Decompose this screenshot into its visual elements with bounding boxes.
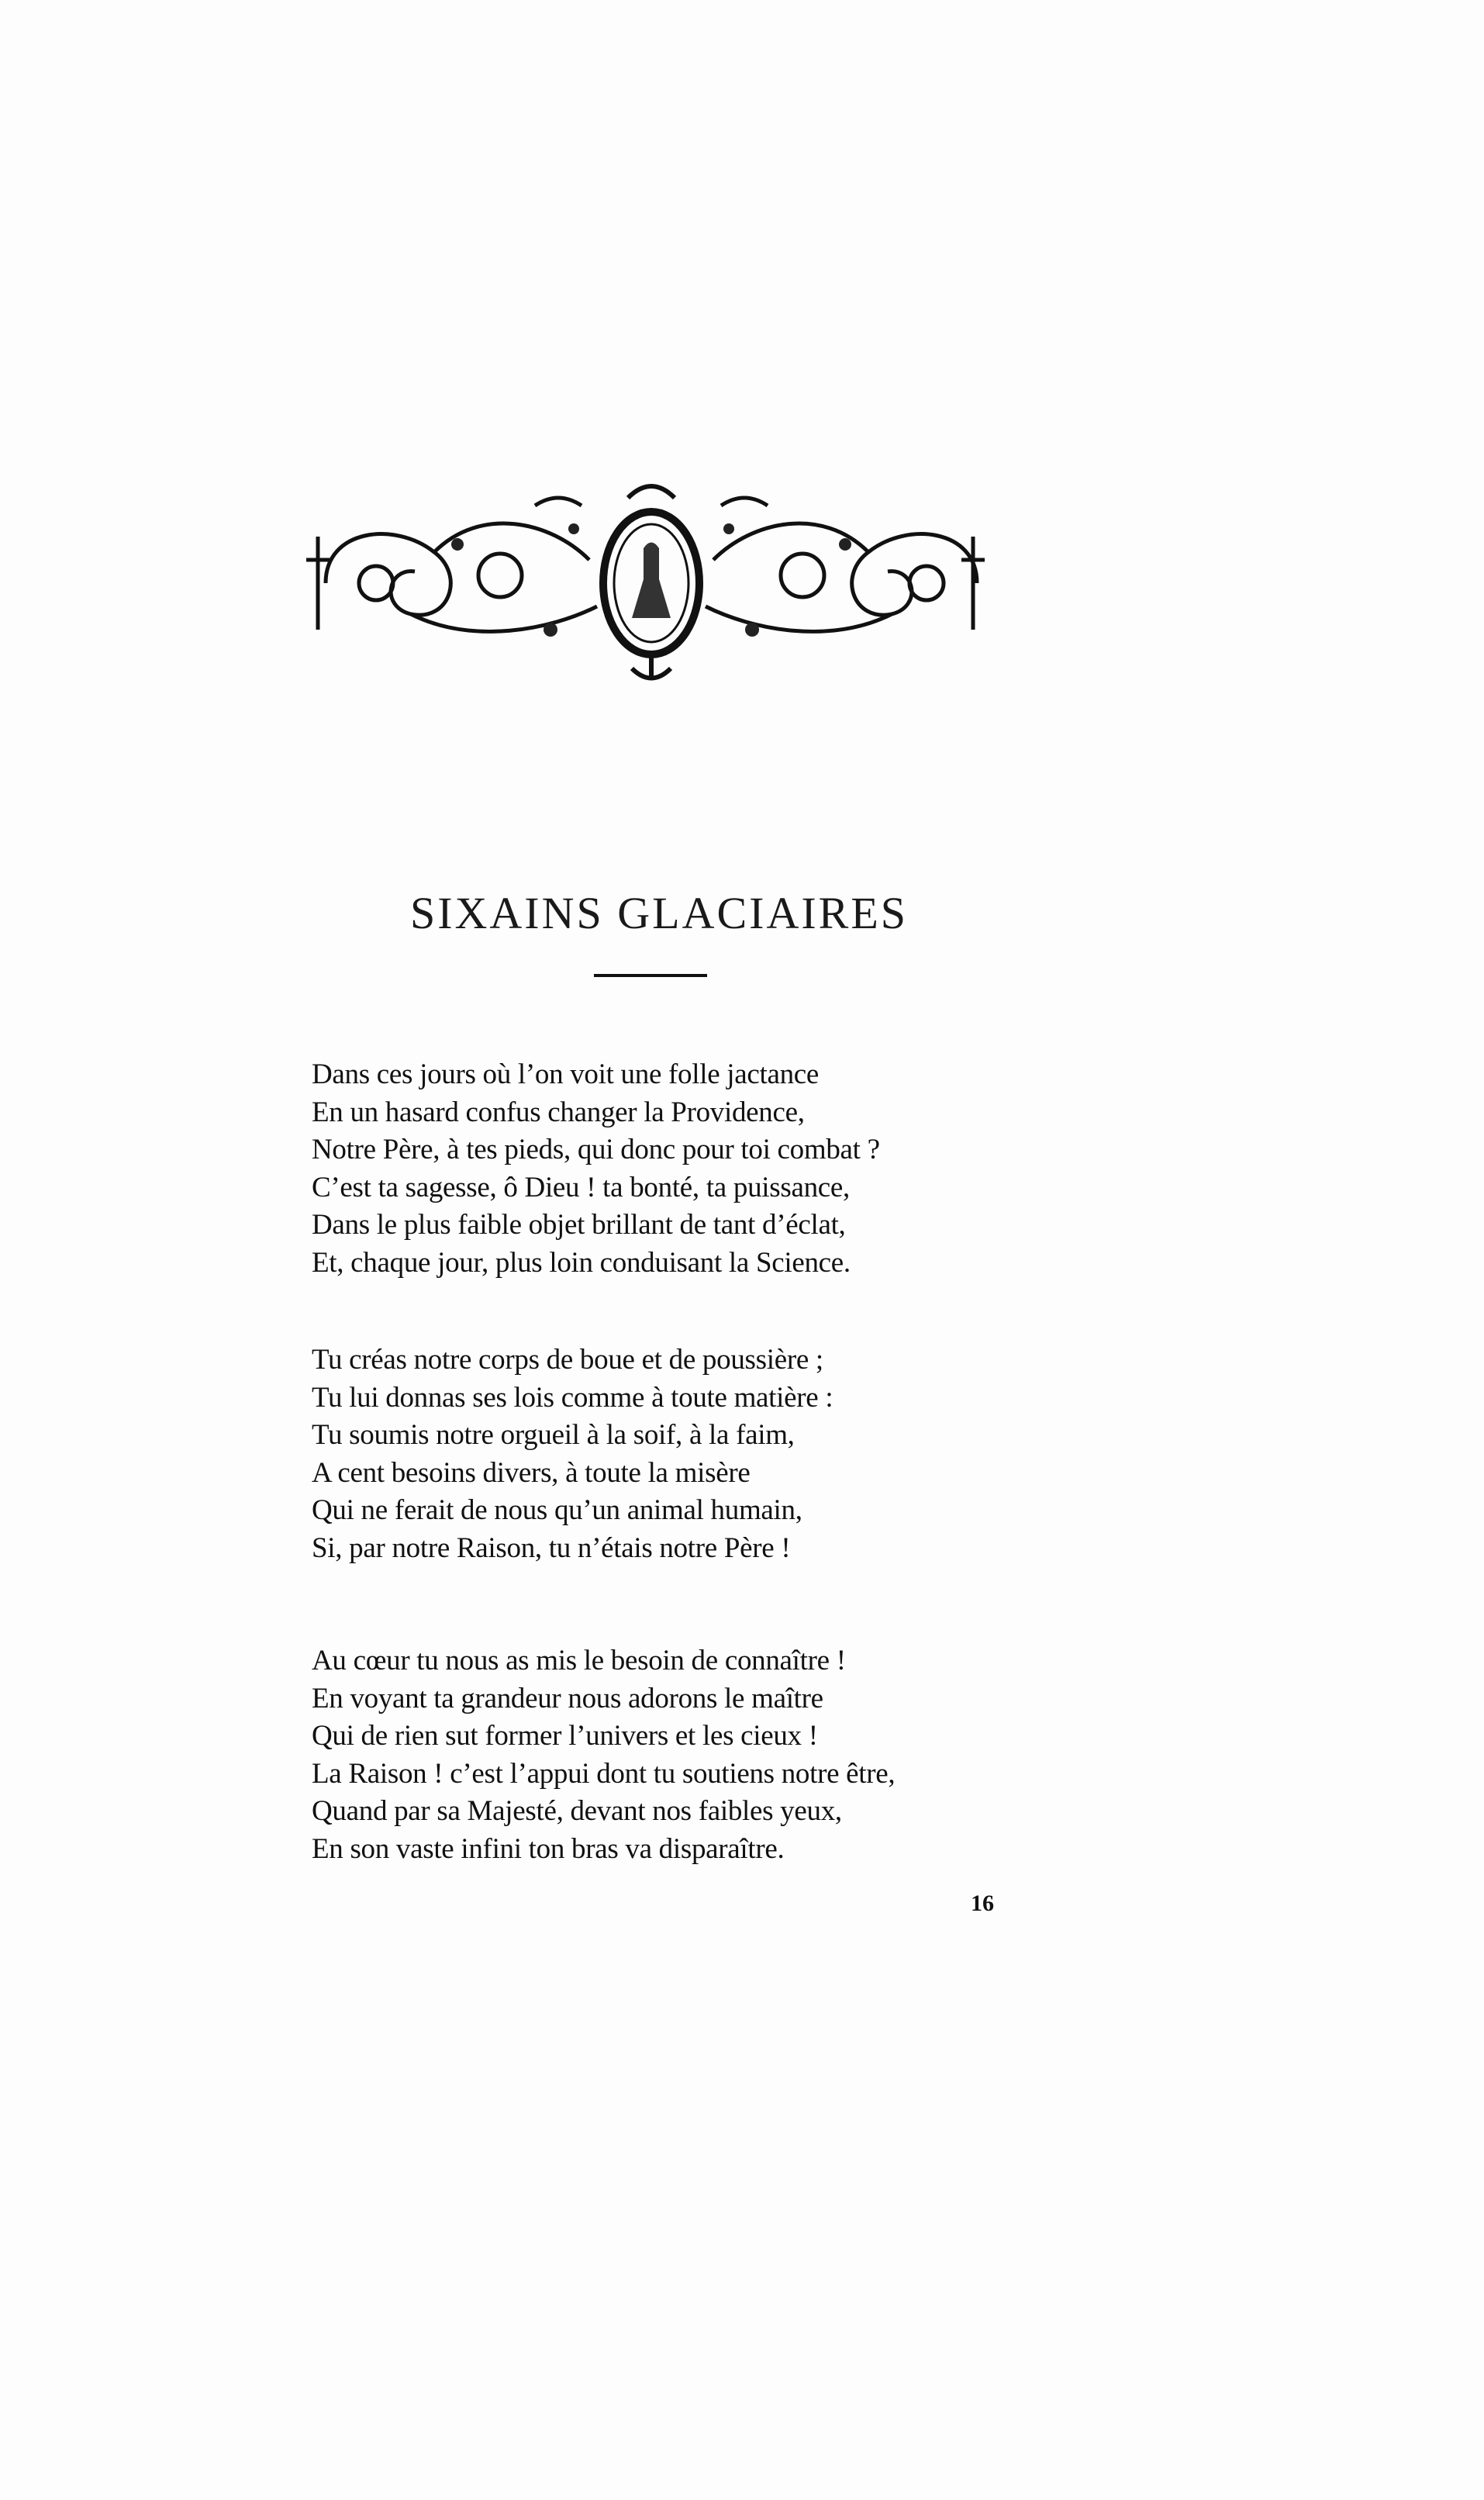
title-divider bbox=[594, 974, 707, 977]
verse-line: En son vaste infini ton bras va disparaître. bbox=[312, 1832, 785, 1865]
verse-line: Si, par notre Raison, tu n’étais notre Père ! bbox=[312, 1531, 791, 1564]
verse-line: Quand par sa Majesté, devant nos faibles yeux, bbox=[312, 1795, 842, 1827]
poem-title: SIXAINS GLACIAIRES bbox=[409, 887, 909, 938]
verse-line: Tu soumis notre orgueil à la soif, à la faim, bbox=[312, 1419, 795, 1451]
verse-line: Tu lui donnas ses lois comme à toute matière : bbox=[312, 1381, 833, 1414]
verse-line: C’est ta sagesse, ô Dieu ! ta bonté, ta puissance, bbox=[312, 1171, 850, 1203]
verse-line: Au cœur tu nous as mis le besoin de connaître ! bbox=[312, 1645, 846, 1676]
verse-line: A cent besoins divers, à toute la misère bbox=[312, 1456, 751, 1489]
verse-line: Qui de rien sut former l’univers et les cieux ! bbox=[312, 1720, 818, 1752]
verse-line: Dans ces jours où l’on voit une folle jactance bbox=[312, 1058, 820, 1090]
stanza-1 bbox=[312, 1056, 880, 1282]
verse-line: Notre Père, à tes pieds, qui donc pour toi combat ? bbox=[312, 1134, 880, 1165]
verse-line: En voyant ta grandeur nous adorons le maître bbox=[312, 1682, 823, 1714]
stanza-3 bbox=[312, 1642, 895, 1868]
stanza-2 bbox=[312, 1342, 833, 1567]
verse-line: Et, chaque jour, plus loin conduisant la Science. bbox=[312, 1246, 851, 1279]
verse-line: La Raison ! c’est l’appui dont tu soutiens notre être, bbox=[312, 1757, 896, 1790]
verse-line: En un hasard confus changer la Providence, bbox=[312, 1096, 805, 1128]
decorative-headpiece-ornament bbox=[302, 475, 1000, 692]
page-number: 16 bbox=[971, 1891, 994, 1916]
verse-line: Dans le plus faible objet brillant de tant d’éclat, bbox=[312, 1209, 846, 1241]
verse-line: Tu créas notre corps de boue et de poussière ; bbox=[312, 1344, 823, 1376]
verse-line: Qui ne ferait de nous qu’un animal humain, bbox=[312, 1494, 802, 1526]
